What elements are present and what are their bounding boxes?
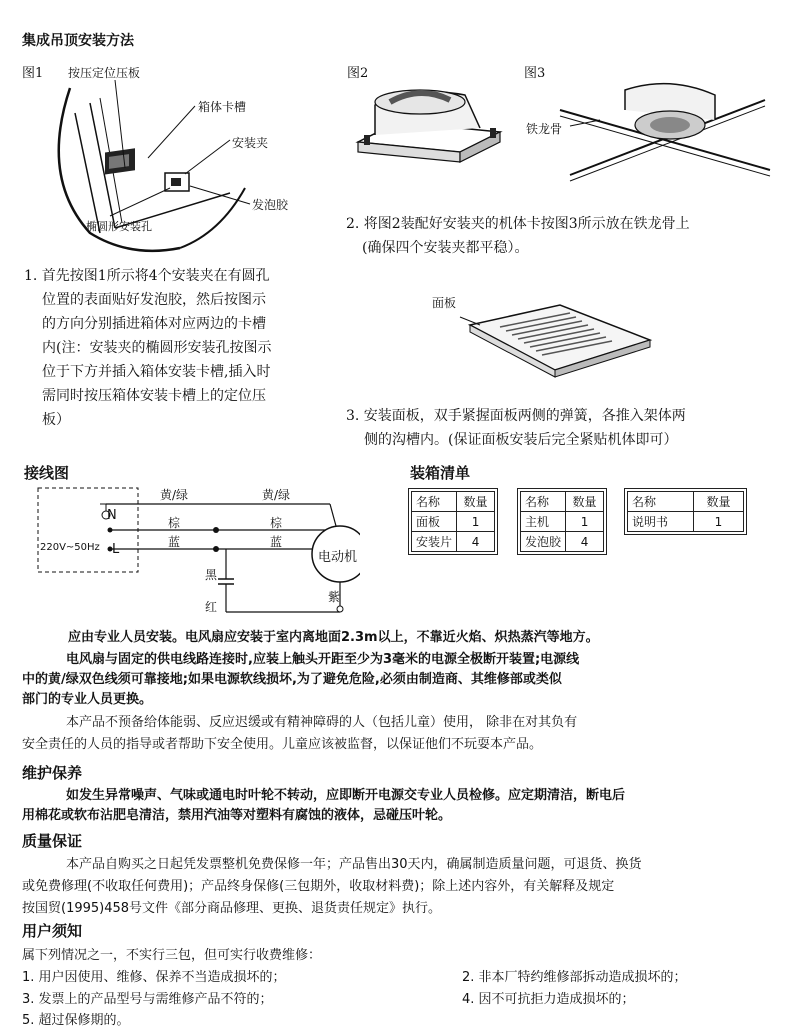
wire-brown-right: 棕 (270, 516, 283, 530)
table-header: 名称 (521, 492, 566, 512)
table-cell: 1 (566, 512, 604, 532)
table-cell: 1 (694, 512, 744, 532)
table-cell: 安装片 (412, 532, 457, 552)
fig4-callout-panel: 面板 (432, 296, 457, 310)
warranty-line: 按国贸(1995)458号文件《部分商品修理、更换、退货责任规定》执行。 (22, 901, 442, 916)
maintenance-title: 维护保养 (22, 764, 83, 782)
table-cell: 发泡胶 (521, 532, 566, 552)
safety-line: 本产品不预备给体能弱、反应迟缓或有精神障碍的人（包括儿童）使用， 除非在对其负有 (66, 715, 578, 730)
table-header: 数量 (566, 492, 604, 512)
packing-table-2 (517, 488, 607, 555)
fig1-label: 图1 (22, 66, 44, 81)
terminal-n: N (107, 508, 117, 523)
warranty-line: 本产品自购买之日起凭发票整机免费保修一年；产品售出30天内，确属制造质量问题，可退货、换货 (66, 857, 642, 872)
packing-table-1 (408, 488, 498, 555)
notice-item-4: 4. 因不可抗拒力造成损坏的； (462, 992, 635, 1007)
warranty-body (22, 854, 782, 920)
safety-line: 安全责任的人员的指导或者帮助下安全使用。儿童应该被监督，以保证他们不玩耍本产品。 (22, 737, 543, 752)
table-cell: 1 (457, 512, 495, 532)
wire-blue-right: 蓝 (270, 535, 283, 549)
step1-line: 内(注：安装夹的椭圆形安装孔按图示 (42, 340, 272, 356)
maintenance-line: 用棉花或软布沾肥皂清洁，禁用汽油等对塑料有腐蚀的液体，忌碰压叶轮。 (22, 808, 452, 823)
safety-line1: 应由专业人员安装。电风扇应安装于室内离地面2.3m以上，不靠近火焰、炽热蒸汽等地方。 (68, 630, 599, 645)
warranty-line: 或免费修理(不收取任何费用)；产品终身保修(三包期外，收取材料费)；除上述内容外，有关解释及规定 (22, 879, 615, 894)
safety-line: 部门的专业人员更换。 (22, 692, 153, 707)
fig1-callout-box-slot: 箱体卡槽 (198, 100, 247, 114)
maintenance-body (22, 786, 782, 826)
voltage-label: 220V~50Hz (40, 542, 100, 553)
page-title: 集成吊顶安装方法 (22, 33, 134, 49)
fig3-callout-keel: 铁龙骨 (526, 122, 563, 136)
fig1-callout-clip: 安装夹 (232, 136, 269, 150)
wiring-title: 接线图 (24, 464, 70, 482)
fig1-callout-oval-hole: 椭圆形安装孔 (86, 220, 152, 233)
packing-table-3 (624, 488, 747, 535)
table-header: 数量 (457, 492, 495, 512)
motor-label: 电动机 (318, 550, 358, 565)
notice-item-3: 3. 发票上的产品型号与需维修产品不符的； (22, 992, 273, 1007)
wire-purple: 紫 (328, 590, 341, 604)
fig2-illustration (350, 80, 510, 175)
notice-intro: 属下列情况之一，不实行三包，但可实行收费维修： (22, 948, 322, 963)
step2-line1: 2. 将图2装配好安装夹的机体卡按图3所示放在铁龙骨上 (346, 216, 690, 232)
notice-item-2: 2. 非本厂特约维修部拆动造成损坏的； (462, 970, 687, 985)
notice-item-1: 1. 用户因使用、维修、保养不当造成损坏的； (22, 970, 286, 985)
safety-line: 电风扇与固定的供电线路连接时,应装上触头开距至少为3毫米的电源全极断开装置;电源线 (66, 652, 580, 667)
terminal-l: L (112, 542, 120, 557)
notice-item-5: 5. 超过保修期的。 (22, 1013, 130, 1028)
step1-line: 位置的表面贴好发泡胶，然后按图示 (42, 292, 266, 308)
step1-line: 1. 首先按图1所示将4个安装夹在有圆孔 (24, 268, 270, 284)
step1-line: 位于下方并插入箱体安装卡槽,插入时 (42, 364, 271, 380)
table-header: 名称 (628, 492, 694, 512)
step1-line: 的方向分别插进箱体对应两边的卡槽 (42, 316, 266, 332)
maintenance-line: 如发生异常噪声、气味或通电时叶轮不转动，应即断开电源交专业人员检修。应定期清洁，断电后 (66, 788, 626, 803)
table-cell: 4 (566, 532, 604, 552)
step3-line1: 3. 安装面板，双手紧握面板两侧的弹簧，各推入架体两 (346, 408, 686, 424)
table-cell: 主机 (521, 512, 566, 532)
safety-para3 (22, 712, 782, 756)
safety-para2 (22, 650, 782, 710)
table-cell: 说明书 (628, 512, 694, 532)
fig1-callout-foam: 发泡胶 (252, 198, 289, 212)
wire-yellow-green-right: 黄/绿 (262, 488, 291, 502)
wire-brown-left: 棕 (168, 516, 181, 530)
wire-black: 黑 (205, 568, 218, 582)
table-header: 名称 (412, 492, 457, 512)
fig3-illustration (540, 70, 780, 190)
step2-line2: (确保四个安装夹都平稳）。 (362, 240, 529, 256)
fig3-label: 图3 (524, 66, 546, 81)
fig4-illustration (440, 295, 660, 385)
fig1-callout-press-plate: 按压定位压板 (68, 66, 141, 80)
table-cell: 4 (457, 532, 495, 552)
packing-title: 装箱清单 (410, 464, 471, 482)
fig2-label: 图2 (347, 66, 369, 81)
wire-yellow-green-left: 黄/绿 (160, 488, 189, 502)
warranty-title: 质量保证 (22, 832, 83, 850)
fig1-illustration (30, 58, 340, 258)
wire-blue-left: 蓝 (168, 535, 181, 549)
safety-line: 中的黄/绿双色线须可靠接地;如果电源软线损坏,为了避免危险,必须由制造商、其维修部或类似 (22, 672, 562, 687)
step3-line2: 侧的沟槽内。(保证面板安装后完全紧贴机体即可） (364, 432, 678, 448)
step1-line: 板） (42, 412, 70, 428)
wire-red: 红 (205, 600, 218, 614)
table-cell: 面板 (412, 512, 457, 532)
step1-line: 需同时按压箱体安装卡槽上的定位压 (42, 388, 266, 404)
table-header: 数量 (694, 492, 744, 512)
step1-text (24, 264, 344, 432)
notice-title: 用户须知 (22, 922, 83, 940)
